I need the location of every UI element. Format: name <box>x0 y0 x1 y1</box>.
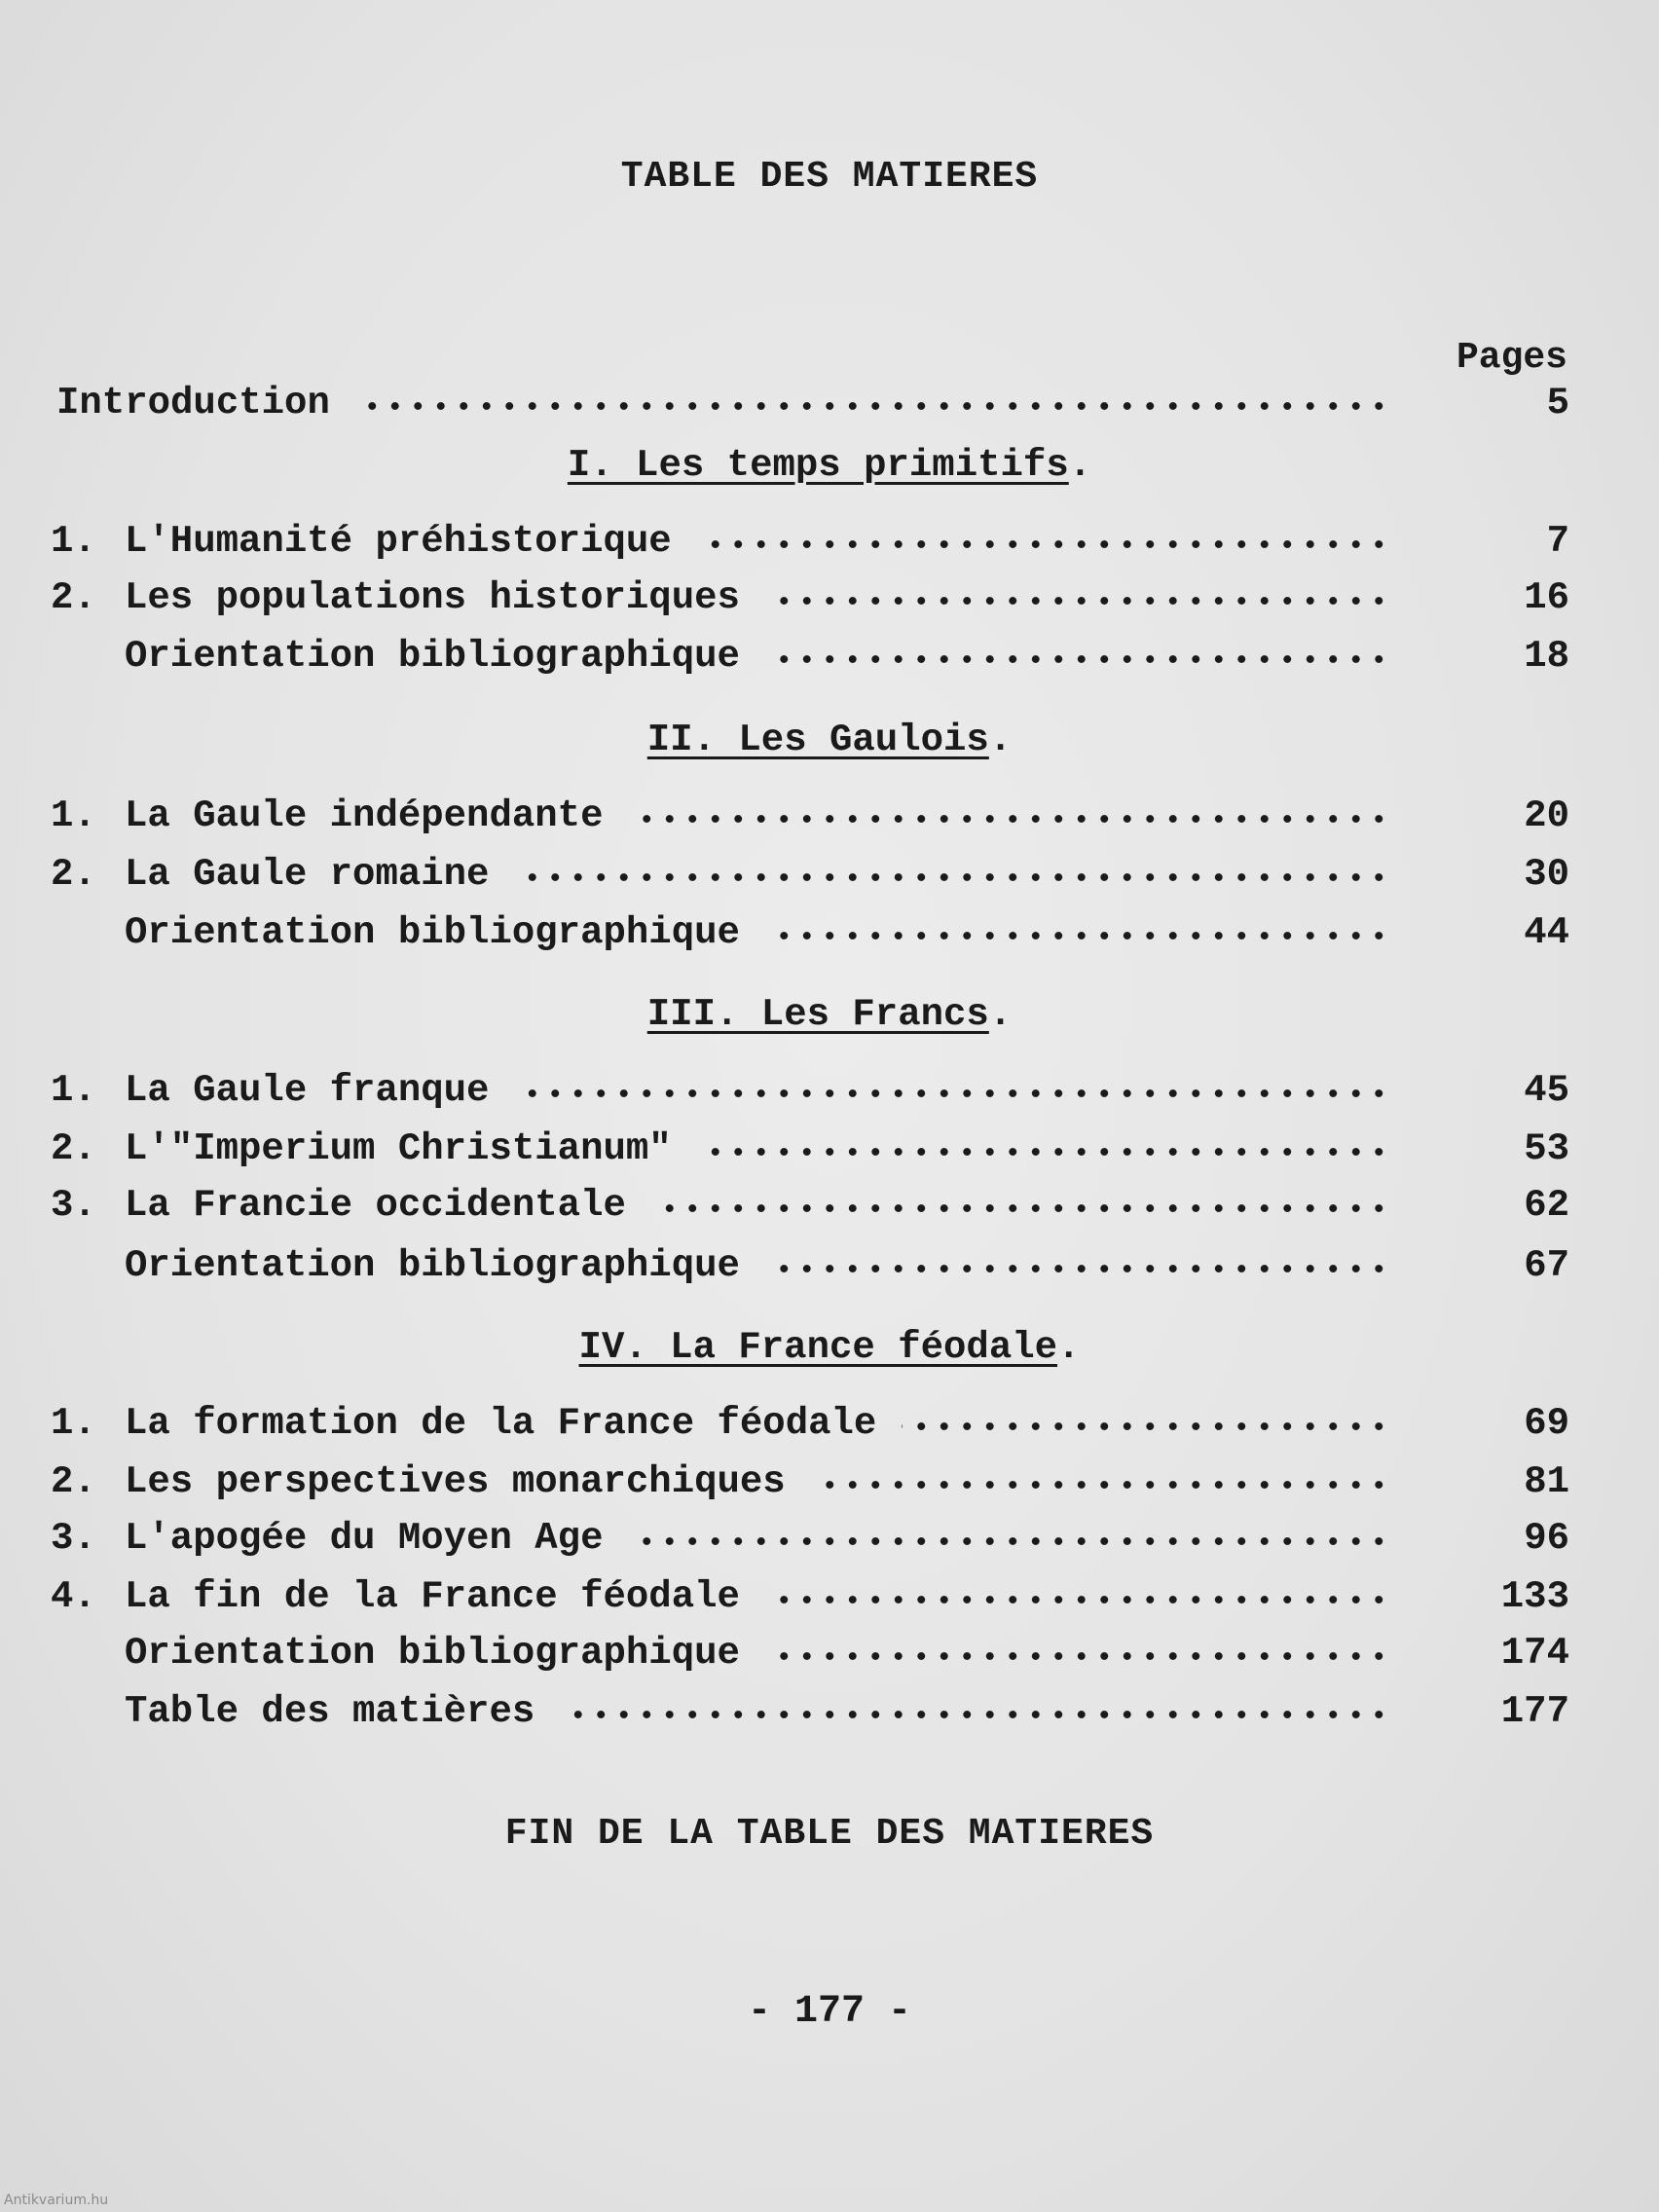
toc-entry <box>51 1632 1569 1682</box>
toc-entry-page: 177 <box>1500 1690 1569 1733</box>
toc-entry-number: 1. <box>51 794 96 837</box>
toc-entry-label: Les populations historiques <box>125 576 740 619</box>
end-of-table-line: FIN DE LA TABLE DES MATIERES <box>504 1813 1155 1855</box>
watermark-text: Antikvarium.hu <box>4 2193 109 2208</box>
toc-entry-page: 5 <box>1546 382 1569 424</box>
toc-entry-label: L'Humanité préhistorique <box>125 520 672 563</box>
leader-dots <box>765 931 1390 940</box>
toc-entry-label: La fin de la France féodale <box>125 1575 740 1618</box>
leader-dots <box>628 1536 1390 1546</box>
section-heading-text: II. Les Gaulois <box>646 719 989 761</box>
leader-dots <box>628 814 1390 824</box>
toc-entry-label: Les perspectives monarchiques <box>125 1460 786 1503</box>
leader-dots <box>514 872 1390 882</box>
toc-entry-page: 81 <box>1524 1460 1569 1503</box>
toc-entry-number: 2. <box>51 853 96 896</box>
toc-entry-introduction <box>51 382 1569 432</box>
leader-dots <box>765 1264 1390 1273</box>
toc-entry <box>51 1402 1569 1453</box>
section-heading-4 <box>0 1326 1659 1369</box>
toc-entry-label: La formation de la France féodale <box>125 1402 877 1445</box>
toc-entry <box>51 853 1569 903</box>
leader-dots <box>765 1651 1390 1661</box>
toc-entry <box>51 794 1569 845</box>
toc-entry-page: 62 <box>1524 1184 1569 1227</box>
toc-entry-page: 69 <box>1524 1402 1569 1445</box>
toc-entry-label: Orientation bibliographique <box>125 911 740 954</box>
toc-entry-label: Table des matières <box>125 1690 535 1733</box>
toc-entry-number: 3. <box>51 1184 96 1227</box>
toc-entry <box>51 1690 1569 1741</box>
leader-dots <box>697 1147 1390 1157</box>
toc-entry <box>51 1184 1569 1235</box>
toc-entry-page: 20 <box>1524 794 1569 837</box>
leader-dots <box>514 1088 1390 1098</box>
leader-dots <box>902 1421 1390 1431</box>
toc-entry-number: 4. <box>51 1575 96 1618</box>
toc-entry-label: L'"Imperium Christianum" <box>125 1127 672 1170</box>
toc-entry-page: 133 <box>1500 1575 1569 1618</box>
toc-entry-page: 44 <box>1524 911 1569 954</box>
section-heading-text: III. Les Francs <box>646 993 989 1036</box>
toc-entry-number: 2. <box>51 1127 96 1170</box>
toc-entry-label: Orientation bibliographique <box>125 1632 740 1675</box>
leader-dots <box>765 596 1390 606</box>
page-title: TABLE DES MATIERES <box>620 156 1039 198</box>
toc-entry-number: 1. <box>51 1402 96 1445</box>
heading-period: . <box>988 993 1013 1036</box>
toc-entry-label: Introduction <box>56 382 330 424</box>
toc-entry <box>51 1069 1569 1120</box>
page-number-footer: - 177 - <box>747 1990 912 2034</box>
toc-entry-page: 96 <box>1524 1517 1569 1560</box>
toc-entry-page: 53 <box>1524 1127 1569 1170</box>
leader-dots <box>560 1710 1390 1719</box>
toc-entry-page: 7 <box>1546 520 1569 563</box>
toc-entry <box>51 520 1569 571</box>
toc-entry <box>51 1460 1569 1511</box>
toc-entry <box>51 911 1569 962</box>
toc-entry-number: 1. <box>51 520 96 563</box>
leader-dots <box>355 401 1390 411</box>
toc-entry-page: 45 <box>1524 1069 1569 1112</box>
heading-period: . <box>1068 444 1092 487</box>
toc-entry-label: Orientation bibliographique <box>125 635 740 678</box>
toc-entry-label: Orientation bibliographique <box>125 1244 740 1287</box>
toc-entry-label: L'apogée du Moyen Age <box>125 1517 604 1560</box>
section-heading-3 <box>0 993 1659 1036</box>
toc-entry-number: 2. <box>51 1460 96 1503</box>
toc-entry <box>51 635 1569 685</box>
section-heading-2 <box>0 719 1659 761</box>
section-heading-1 <box>0 444 1659 487</box>
toc-entry-page: 18 <box>1524 635 1569 678</box>
toc-entry <box>51 1575 1569 1626</box>
leader-dots <box>697 539 1390 549</box>
toc-entry-number: 1. <box>51 1069 96 1112</box>
leader-dots <box>651 1203 1390 1213</box>
toc-entry <box>51 1127 1569 1178</box>
heading-period: . <box>988 719 1013 761</box>
toc-entry-label: La Gaule romaine <box>125 853 490 896</box>
toc-entry-label: La Francie occidentale <box>125 1184 626 1227</box>
toc-entry-label: La Gaule franque <box>125 1069 490 1112</box>
toc-entry-label: La Gaule indépendante <box>125 794 604 837</box>
toc-entry <box>51 1517 1569 1567</box>
pages-column-header: Pages <box>1456 337 1567 379</box>
section-heading-text: I. Les temps primitifs <box>567 444 1069 487</box>
heading-period: . <box>1057 1326 1081 1369</box>
leader-dots <box>765 654 1390 664</box>
section-heading-text: IV. La France féodale <box>578 1326 1058 1369</box>
leader-dots <box>765 1595 1390 1604</box>
toc-entry-page: 16 <box>1524 576 1569 619</box>
toc-entry-page: 67 <box>1524 1244 1569 1287</box>
toc-entry-page: 30 <box>1524 853 1569 896</box>
toc-entry <box>51 576 1569 627</box>
toc-entry-number: 2. <box>51 576 96 619</box>
toc-entry-number: 3. <box>51 1517 96 1560</box>
leader-dots <box>811 1480 1390 1490</box>
toc-entry-page: 174 <box>1500 1632 1569 1675</box>
toc-entry <box>51 1244 1569 1295</box>
